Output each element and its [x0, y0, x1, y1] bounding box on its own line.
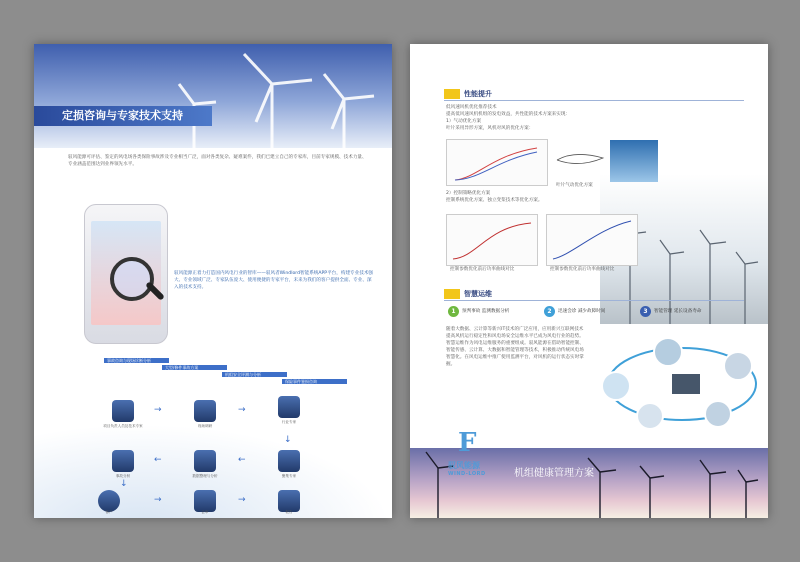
- section-divider: [444, 100, 744, 101]
- people-icon: [278, 490, 300, 512]
- text-line: 1）气动优化方案: [446, 119, 482, 124]
- wind-turbine-banner: [34, 44, 392, 148]
- section-divider: [444, 300, 744, 301]
- figure-caption: 控制参数优化前后功率曲线对比: [550, 267, 615, 272]
- flow-label: 事故分析: [115, 474, 131, 478]
- flow-label: 会审: [201, 510, 209, 514]
- flow-label: 项目负责人员及技术专家: [103, 424, 143, 428]
- feature-text: 智能管理 延长设备寿命: [654, 309, 702, 314]
- brand-logo-mark: F: [458, 428, 477, 458]
- arrow-down-icon: ↓: [120, 479, 128, 489]
- service-timeline: [104, 358, 354, 384]
- power-curve-graph: [446, 139, 548, 186]
- arrow-right-icon: →: [238, 405, 246, 415]
- sec1-text: [446, 104, 666, 132]
- sec2-text: [446, 190, 666, 204]
- left-page: [34, 44, 392, 518]
- flow-label: 行业专家: [281, 420, 297, 424]
- text-line: 2）控制策略优化方案: [446, 191, 491, 196]
- control-curve-a: [447, 215, 537, 265]
- turbine-photo: [610, 140, 658, 182]
- control-curve-graph-b: [546, 214, 638, 266]
- timeline-bar: 事故咨询与现场诊断分析: [104, 358, 169, 363]
- figure-caption: 叶片气动优化方案: [556, 183, 593, 188]
- app-description: 驭风能源正着力打造国内风电行业的智库——驭风者Windlord智能系统APP平台，构建专业技术强大、专业领域广泛、专家队伍庞大、使用便捷的专家平台，未来为我们的客户提供全面、专业、深入的技术支持。: [174, 271, 374, 290]
- flow-label: 现场调研: [197, 424, 213, 428]
- monitoring-diagram: [590, 330, 766, 434]
- timeline-bar: 保险事件鉴损咨询: [282, 379, 347, 384]
- turbine-illustration: [34, 44, 392, 148]
- arrow-right-icon: →: [154, 495, 162, 505]
- page-title: 定损咨询与专家技术支持: [34, 106, 212, 126]
- text-line: 低风速风机优化推荐技术: [446, 105, 497, 110]
- brand-name-en: WIND-LORD: [448, 471, 486, 477]
- monitoring-network: [590, 330, 766, 434]
- blade-profile-drawing: [555, 142, 605, 180]
- slogan: 机组健康管理方案: [514, 468, 594, 479]
- feature-number: 2: [544, 306, 555, 317]
- section-marker: [444, 89, 460, 99]
- control-curve-b: [547, 215, 637, 265]
- sunset-wind-farm: [410, 448, 768, 518]
- arrow-right-icon: →: [238, 495, 246, 505]
- feature-text: 迅速会诊 减少故障时间: [558, 309, 606, 314]
- sunset-turbines: [410, 448, 768, 518]
- flow-label: 数据整理与分析: [192, 474, 218, 478]
- brand-name: 驭风能源: [448, 461, 480, 470]
- blade-profile: [555, 142, 605, 180]
- timeline-bar: 大型/修件事故方案: [162, 365, 227, 370]
- box-icon: [278, 450, 300, 472]
- meeting-icon: [112, 450, 134, 472]
- feature-text: 预判事故 监测数据分析: [462, 309, 510, 314]
- section-header-smart-ops: [444, 288, 744, 300]
- person-icon: [194, 400, 216, 422]
- magnifier-icon: [110, 257, 154, 301]
- arrow-left-icon: ←: [238, 455, 246, 465]
- document-icon: [278, 396, 300, 418]
- arrow-left-icon: ←: [154, 455, 162, 465]
- figure-caption: 控制参数优化前后功率曲线对比: [450, 267, 515, 272]
- text-line: 控制系统优化方案、独立变桨技术等优化方案。: [446, 198, 543, 203]
- right-page: [410, 44, 768, 518]
- flow-label: 客户: [105, 510, 113, 514]
- section-title: 性能提升: [464, 90, 492, 98]
- intro-paragraph: 驭风能源可评估、鉴定的风电场各类保险事故涉及专业相当广泛，面对各类复杂、疑难案件，我们已建立自己的专家库，目前专家规模、技术力量、专业涵盖范围达到业界领先水平。: [68, 155, 367, 167]
- power-curve: [447, 140, 547, 185]
- flow-label: 报告: [285, 510, 293, 514]
- person-icon: [194, 490, 216, 512]
- flow-label: 聚集专家: [281, 474, 297, 478]
- control-curve-graph-a: [446, 214, 538, 266]
- smart-ops-paragraph: 随着大数据、云计算等新兴IT技术的广泛应用，应用新兴互联网技术提高风机运行稳定性和风电场安全运维水平已成为风电行业的趋势。智慧运维作为风电运维服务的重要组成。驭风能源在借助智能控制、智能传感、云计算、大数据和智能管理等技术，积极推动传统风电场智慧化。在风电运维中推广使用监测平台，对风机的运行状态实时掌握。: [446, 327, 584, 367]
- feature-number: 3: [640, 306, 651, 317]
- globe-icon: [98, 490, 120, 512]
- timeline-bar: 机组安全评测与分析: [222, 372, 287, 377]
- feature-number: 1: [448, 306, 459, 317]
- text-line: 叶片采用异形方案，风机对风的优化方案：: [446, 126, 534, 131]
- arrow-down-icon: ↓: [284, 435, 292, 445]
- section-header-performance: [444, 88, 744, 100]
- person-icon: [112, 400, 134, 422]
- section-marker: [444, 289, 460, 299]
- arrow-right-icon: →: [154, 405, 162, 415]
- text-line: 提高低风速风机机组的发电效益，共性能的技术方案来实现：: [446, 112, 571, 117]
- section-title: 智慧运维: [464, 290, 492, 298]
- analysis-icon: [194, 450, 216, 472]
